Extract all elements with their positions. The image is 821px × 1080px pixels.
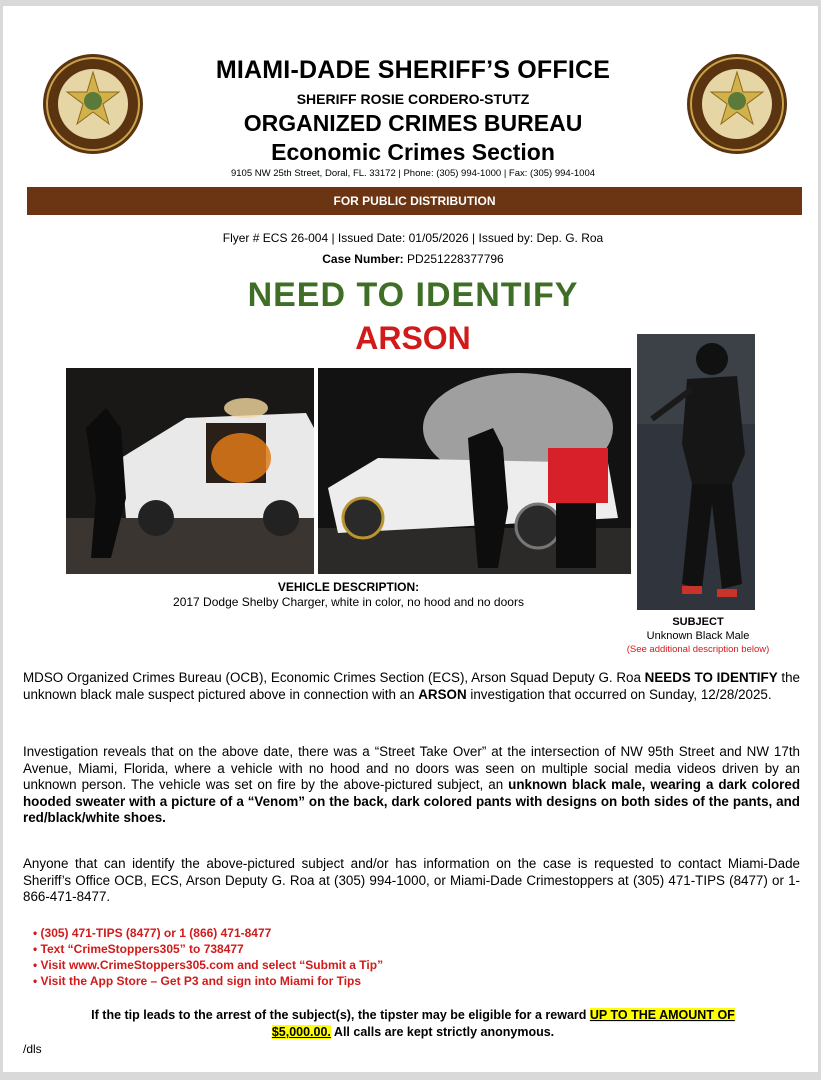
tips-list <box>33 925 383 989</box>
reward-notice <box>43 1007 783 1041</box>
subject-note: (See additional description below) <box>626 644 770 655</box>
reward-text: All calls are kept strictly anonymous. <box>330 1025 555 1039</box>
sheriff-seal-logo <box>41 52 145 156</box>
headline: NEED TO IDENTIFY <box>247 276 579 314</box>
suspect-full-body-photo <box>637 334 755 610</box>
contact-paragraph: Anyone that can identify the above-pictured subject and/or has information on the case is requested to contact Miami-Dade Sheriff’s Office OCB, ECS, Arson Deputy G. Roa at (305) 994-1000, or Miami-Dade Crimestoppers at (305) 471-TIPS (8477) or 1-866-471-8477. <box>23 856 800 904</box>
distribution-banner: FOR PUBLIC DISTRIBUTION <box>27 187 802 215</box>
car-fire-smoke-photo <box>318 368 631 574</box>
reward-text: If the tip leads to the arrest of the subject(s), the tipster may be eligible for a reward <box>91 1008 590 1022</box>
case-number: PD251228377796 <box>406 252 504 266</box>
bureau-title: ORGANIZED CRIMES BUREAU <box>243 110 583 136</box>
agency-title: MIAMI-DADE SHERIFF’S OFFICE <box>215 56 611 84</box>
subject-description: Unknown Black Male <box>646 630 750 642</box>
list-item: • Visit the App Store – Get P3 and sign into Miami for Tips <box>33 974 362 988</box>
author-initials: /dls <box>23 1042 42 1056</box>
crime-type: ARSON <box>355 320 471 356</box>
sheriff-name: SHERIFF ROSIE CORDERO-STUTZ <box>296 91 530 107</box>
vehicle-description: 2017 Dodge Shelby Charger, white in color, no hood and no doors <box>173 595 524 609</box>
sheriff-seal-logo <box>685 52 789 156</box>
intro-emphasis: ARSON <box>418 686 467 702</box>
list-item: • Visit www.CrimeStoppers305.com and select “Submit a Tip” <box>33 958 384 972</box>
intro-paragraph <box>23 670 800 703</box>
case-number-label: Case Number: <box>322 252 404 266</box>
suspect-setting-car-on-fire-photo <box>66 368 314 574</box>
investigation-paragraph <box>23 744 800 827</box>
case-number-line <box>153 252 673 266</box>
reward-amount: $5,000.00. <box>271 1025 331 1039</box>
suspect-appearance: unknown black male, wearing a dark colored hooded sweater with a picture of a “Venom” on the back, dark colored pants with designs on both sides of the pants, and red/black/white shoes. <box>23 777 801 825</box>
intro-text: the unknown black male suspect pictured above in connection with an <box>23 670 800 702</box>
subject-label: SUBJECT <box>672 616 724 628</box>
list-item: • Text “CrimeStoppers305” to 738477 <box>33 942 244 956</box>
vehicle-description-label: VEHICLE DESCRIPTION: <box>277 580 420 594</box>
investigation-text: Investigation reveals that on the above date, there was a “Street Take Over” at the intersection of NW 95th Street and NW 17th Avenue, Miami, Florida, where a vehicle with no hood and no doors was seen on multiple social media videos driven by an unknown person. The vehicle was set on fire by the above-pictured subject, an <box>23 744 800 792</box>
intro-emphasis: NEEDS TO IDENTIFY <box>644 670 778 685</box>
reward-amount-highlight: UP TO THE AMOUNT OF <box>589 1008 735 1022</box>
intro-text: investigation that occurred on Sunday, 12/28/2025. <box>466 686 772 702</box>
list-item: • (305) 471-TIPS (8477) or 1 (866) 471-8477 <box>33 926 272 940</box>
agency-address: 9105 NW 25th Street, Doral, FL. 33172 | Phone: (305) 994-1000 | Fax: (305) 994-1004 <box>230 168 596 179</box>
intro-text: MDSO Organized Crimes Bureau (OCB), Economic Crimes Section (ECS), Arson Squad Deputy G. Roa <box>23 670 645 685</box>
flyer-page <box>3 6 818 1072</box>
section-title: Economic Crimes Section <box>271 139 555 165</box>
flyer-info: Flyer # ECS 26-004 | Issued Date: 01/05/2026 | Issued by: Dep. G. Roa <box>222 231 604 245</box>
